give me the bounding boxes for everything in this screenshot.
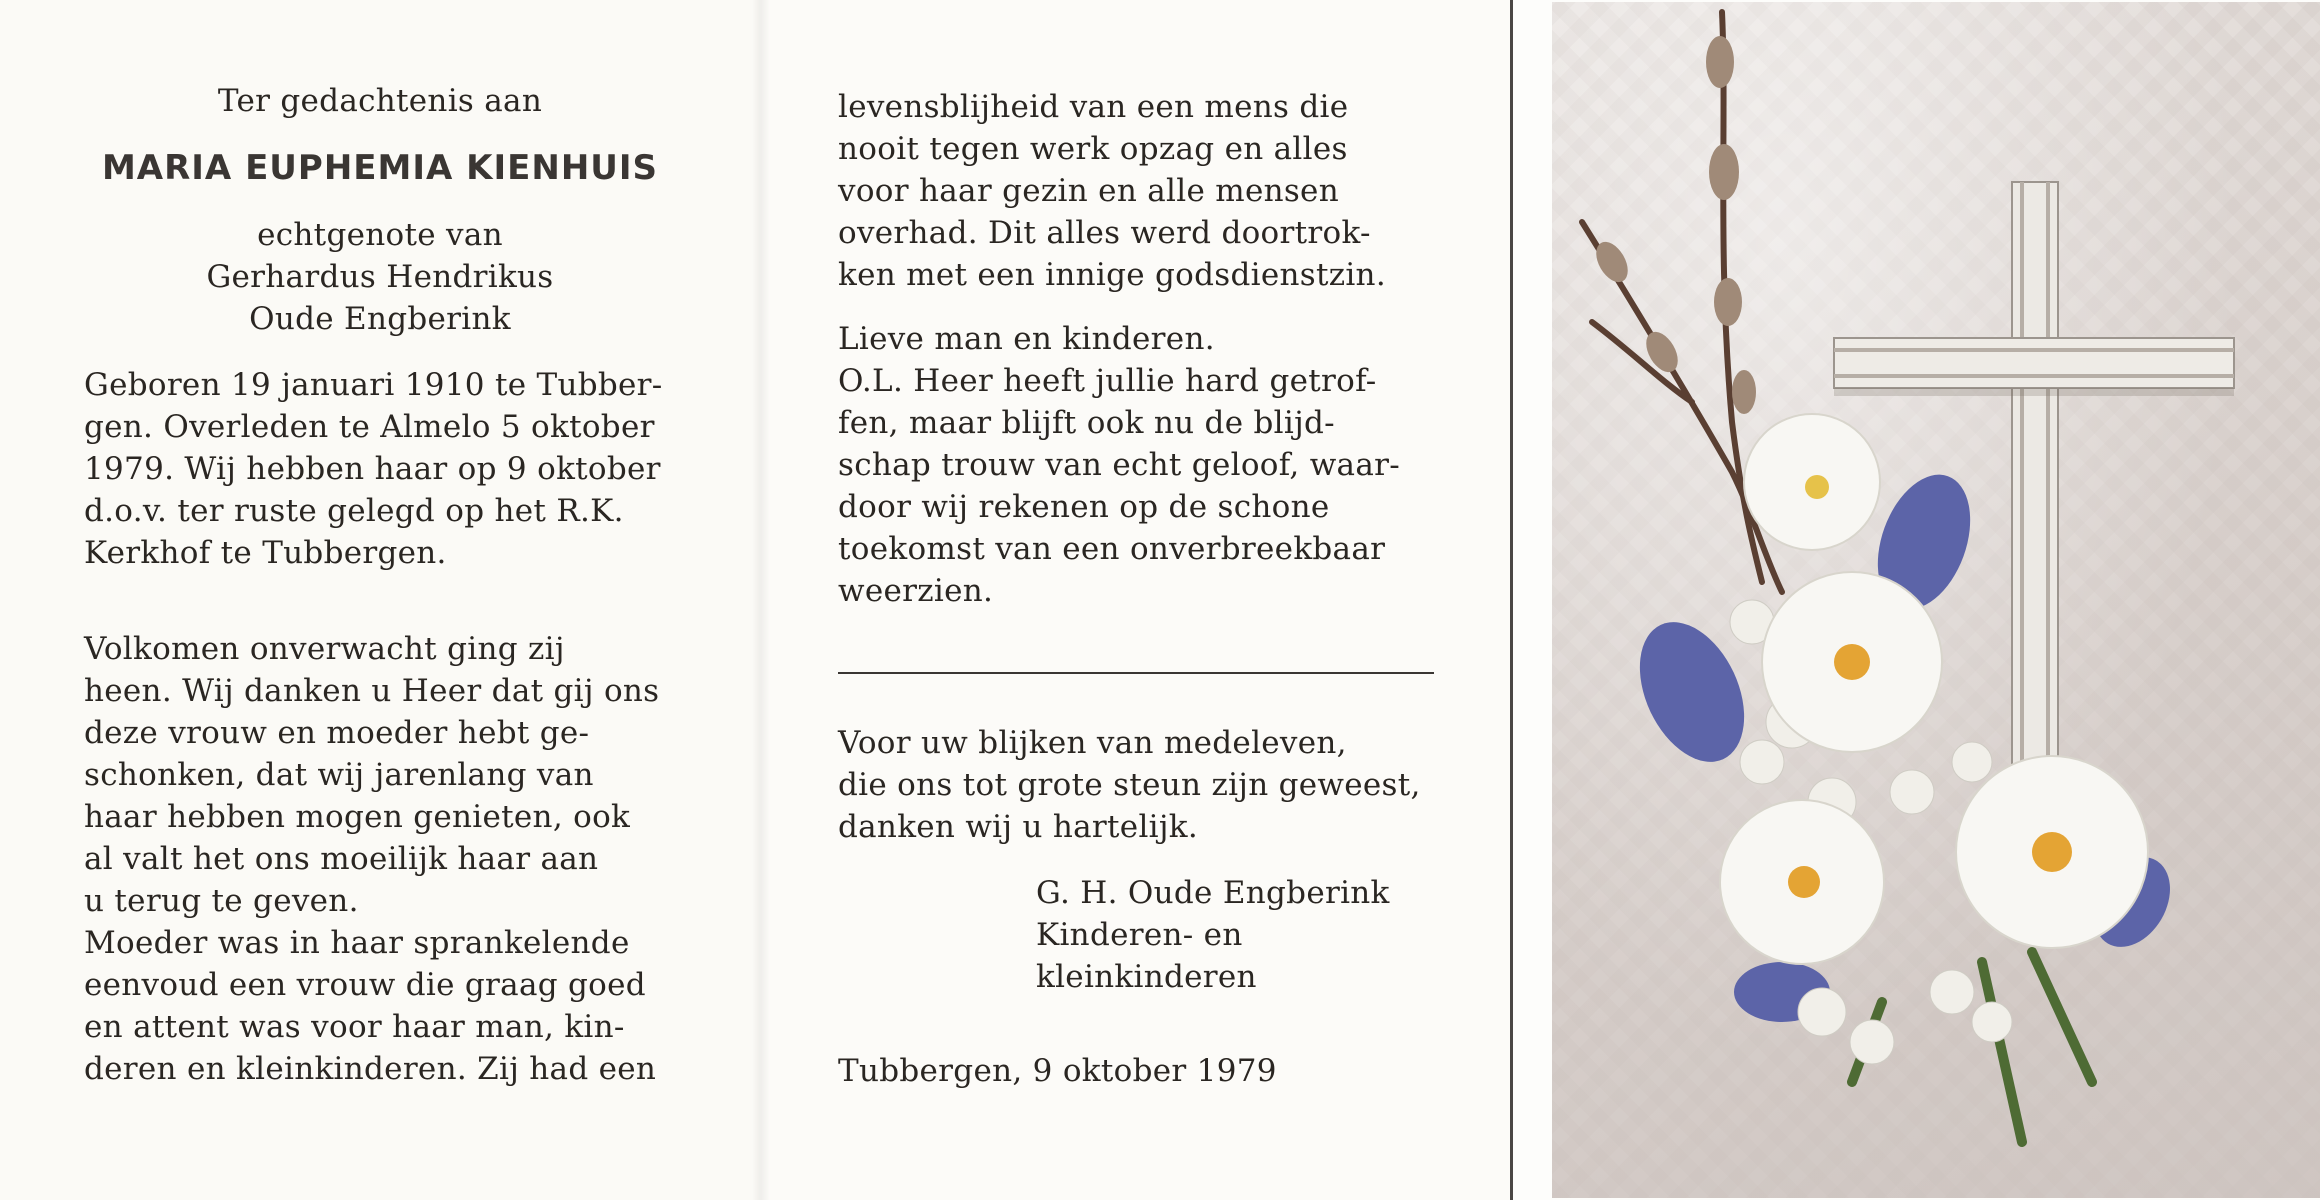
text-line: Kerkhof te Tubbergen. (84, 535, 447, 571)
text-line: d.o.v. ter ruste gelegd op het R.K. (84, 493, 624, 529)
text-line: O.L. Heer heeft jullie hard getrof- (838, 363, 1377, 399)
text-line: nooit tegen werk opzag en alles (838, 131, 1348, 167)
text-line: Voor uw blijken van medeleven, (838, 725, 1347, 761)
text-line: ken met een innige godsdienstzin. (838, 257, 1386, 293)
catkins (1590, 36, 1756, 414)
text-line: al valt het ons moeilijk haar aan (84, 841, 599, 877)
deceased-name: MARIA EUPHEMIA KIENHUIS (101, 148, 659, 188)
text-line: levensblijheid van een mens die (838, 89, 1349, 125)
text-line: toekomst van een onverbreekbaar (838, 531, 1386, 567)
horizontal-rule (838, 672, 1434, 674)
fold-shadow (752, 0, 770, 1200)
primrose (1744, 414, 1880, 550)
text-line: door wij rekenen op de schone (838, 489, 1330, 525)
text-line: 1979. Wij hebben haar op 9 oktober (84, 451, 661, 487)
panel-divider (1510, 0, 1513, 1200)
primrose (1956, 756, 2148, 948)
memorial-heading: Ter gedachtenis aan (217, 83, 543, 119)
signature-line: Kinderen- en (1036, 917, 1243, 953)
primrose (1762, 572, 1942, 752)
text-line: Geboren 19 januari 1910 te Tubber- (84, 367, 663, 403)
text-line: weerzien. (838, 573, 994, 609)
place-date: Tubbergen, 9 oktober 1979 (838, 1053, 1277, 1089)
text-line: u terug te geven. (84, 883, 359, 919)
text-line: overhad. Dit alles werd doortrok- (838, 215, 1371, 251)
text-line: fen, maar blijft ook nu de blijd- (838, 405, 1335, 441)
spouse-line-3: Oude Engberink (249, 301, 511, 337)
grape-hyacinths (1619, 462, 2185, 1022)
cross-flower-photo (1552, 2, 2320, 1198)
text-line: en attent was voor haar man, kin- (84, 1009, 625, 1045)
spouse-line-1: echtgenote van (257, 217, 503, 253)
text-line: gen. Overleden te Almelo 5 oktober (84, 409, 655, 445)
text-line: haar hebben mogen genieten, ook (84, 799, 631, 835)
cross-flower-illustration (1552, 2, 2320, 1198)
text-line: die ons tot grote steun zijn geweest, (838, 767, 1421, 803)
spouse-line-2: Gerhardus Hendrikus (206, 259, 554, 295)
text-line: deren en kleinkinderen. Zij had een (84, 1051, 657, 1087)
text-line: voor haar gezin en alle mensen (838, 173, 1339, 209)
text-line: Moeder was in haar sprankelende (84, 925, 630, 961)
text-line: eenvoud een vrouw die graag goed (84, 967, 646, 1003)
text-line: danken wij u hartelijk. (838, 809, 1199, 845)
text-line: schap trouw van echt geloof, waar- (838, 447, 1401, 483)
text-line: deze vrouw en moeder hebt ge- (84, 715, 590, 751)
signature-line: kleinkinderen (1036, 959, 1257, 995)
primrose (1720, 800, 1884, 964)
text-line: schonken, dat wij jarenlang van (84, 757, 594, 793)
text-line: Lieve man en kinderen. (838, 321, 1215, 357)
text-line: Volkomen onverwacht ging zij (84, 631, 565, 667)
text-line: heen. Wij danken u Heer dat gij ons (84, 673, 660, 709)
signature-line: G. H. Oude Engberink (1036, 875, 1390, 911)
